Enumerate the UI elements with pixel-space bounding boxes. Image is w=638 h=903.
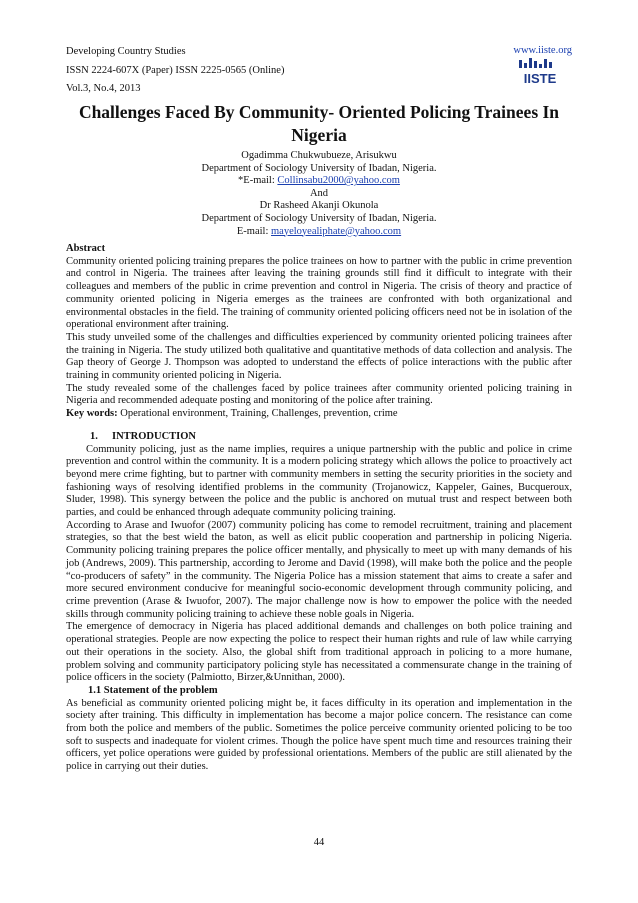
introduction-heading — [66, 431, 572, 444]
introduction-paragraph-2: According to Arase and Iwuofor (2007) community policing has come to remodel recruitment, training and placement strategies, so that the best wield the baton, as well as elicit public cooperation and partnership in policing Nigeria. Community policing training prepares the police officer mentally, and physically to meet up with many demands of his job (Andrews, 2009). This partnership, according to Jerome and David (1998), will make both the police and the people “co-producers of safety” in the community. The Nigeria Police has a mission statement that aims to create a safer and more secured environment conducive for meaningful socio-economic development through community policing, and crime prevention (Arase & Iwuofor, 2007). The major challenge now is how to empower the police with the needed skills through community policing training to achieve these noble goals in Nigeria. — [66, 519, 572, 620]
author-1-affiliation: Department of Sociology University of Ibadan, Nigeria. — [201, 162, 437, 174]
paper-body — [66, 243, 572, 774]
statement-paragraph-1: As beneficial as community oriented policing might be, it faces difficulty in its operation and implementation in the society after training. This difficulty in implementation has become a major police concern. The resistance can come from both the police and members of the public. Sometimes the police perceive community oriented policing to be too soft to suspects and inadequate for violent crimes. Though the police have spent much time and resources training their officers, yet police operations were guided by professional orientations. Members of the public are still alienated by the police in carrying out their duties. — [66, 697, 572, 773]
introduction-paragraph-3: The emergence of democracy in Nigeria has placed additional demands and challenges on both police training and operational strategies. People are now expecting the police to respect their human rights and rule of law while carrying out their operations in the society. Also, the global shift from traditional approach in policing to a more humane, problem solving and community participatory policing style has necessitated a commensurate change in the training of police officers in the society (Palmiotto, Birzer,&Unnithan, 2000). — [66, 621, 572, 684]
keywords-label: Key words: — [66, 408, 118, 420]
author-2-name: Dr Rasheed Akanji Okunola — [259, 200, 379, 212]
section-title: INTRODUCTION — [112, 430, 197, 442]
keywords-line — [66, 408, 572, 421]
email-label: *E-mail: — [238, 175, 278, 187]
author-2-email-line — [66, 226, 572, 239]
keywords-text: Operational environment, Training, Challenges, prevention, crime — [117, 408, 398, 420]
and-separator: And — [309, 187, 329, 199]
abstract-heading: Abstract — [66, 243, 106, 254]
introduction-paragraph-1: Community policing, just as the name implies, requires a unique partnership with the public and police in crime prevention and control within the community. It is a modern policing strategy which allows the police to proactively act beyond mere crime fighting, but to partner with community members in setting the security priorities in the society and fashioning ways of resolving identified problems in the community (Trojanowicz, Kappeler, Gaines, Bucqueroux, Sluder, 1998). This synergy between the police and the public is anchored on mutual trust and respect between both parties, and could be enhanced through adequate community policing training. — [66, 443, 572, 519]
author-2-affiliation: Department of Sociology University of Ibadan, Nigeria. — [201, 212, 437, 224]
paper-title: Challenges Faced By Community- Oriented Policing Trainees In Nigeria — [78, 102, 560, 145]
statement-of-problem-heading: 1.1 Statement of the problem — [88, 684, 218, 696]
journal-website-link[interactable]: www.iiste.org — [513, 45, 572, 56]
author-block — [66, 150, 572, 238]
author-1-email-line — [66, 175, 572, 188]
abstract-paragraph-3: The study revealed some of the challenges faced by police trainees after community oriented policing training in Nigeria and recommended adequate posting and monitoring of the police after training. — [66, 382, 572, 407]
email-label: E-mail: — [236, 225, 272, 237]
iiste-logo — [509, 58, 571, 92]
logo-mark-icon — [519, 58, 552, 68]
author-1-name: Ogadimma Chukwubueze, Arisukwu — [241, 150, 397, 161]
journal-name: Developing Country Studies — [66, 46, 186, 57]
author-1-email-link[interactable]: Collinsabu2000@yahoo.com — [277, 175, 400, 187]
section-number: 1. — [90, 430, 98, 442]
abstract-paragraph-1: Community oriented policing training prepares the police trainees on how to partner with the public in crime prevention and control in Nigeria. The trainees after leaving the training grounds still find it difficult to integrate with their colleagues and members of the public in crime prevention and control in Nigeria. The crisis of theory and practice of community oriented policing in Nigeria emerges as the trainees are confronted with both organizational and environmental obstacles in the field. The training of community oriented policing officers need not be in isolation of the operational environment after training. — [66, 255, 572, 331]
volume-line: Vol.3, No.4, 2013 — [66, 83, 141, 94]
issn-line: ISSN 2224-607X (Paper) ISSN 2225-0565 (Online) — [66, 65, 285, 76]
author-2-email-link[interactable]: mayeloyealiphate@yahoo.com — [271, 225, 402, 237]
abstract-paragraph-2: This study unveiled some of the challenges and difficulties experienced by community oriented policing trainees after the training in Nigeria. The study utilized both qualitative and quantitative methods of data collection and analysis. The Gap theory of George J. Thompson was adopted to understand the effects of police interactions with the public after training in community oriented policing in Nigeria. — [66, 331, 572, 382]
logo-text: IISTE — [523, 71, 557, 86]
page-number: 44 — [313, 837, 325, 848]
